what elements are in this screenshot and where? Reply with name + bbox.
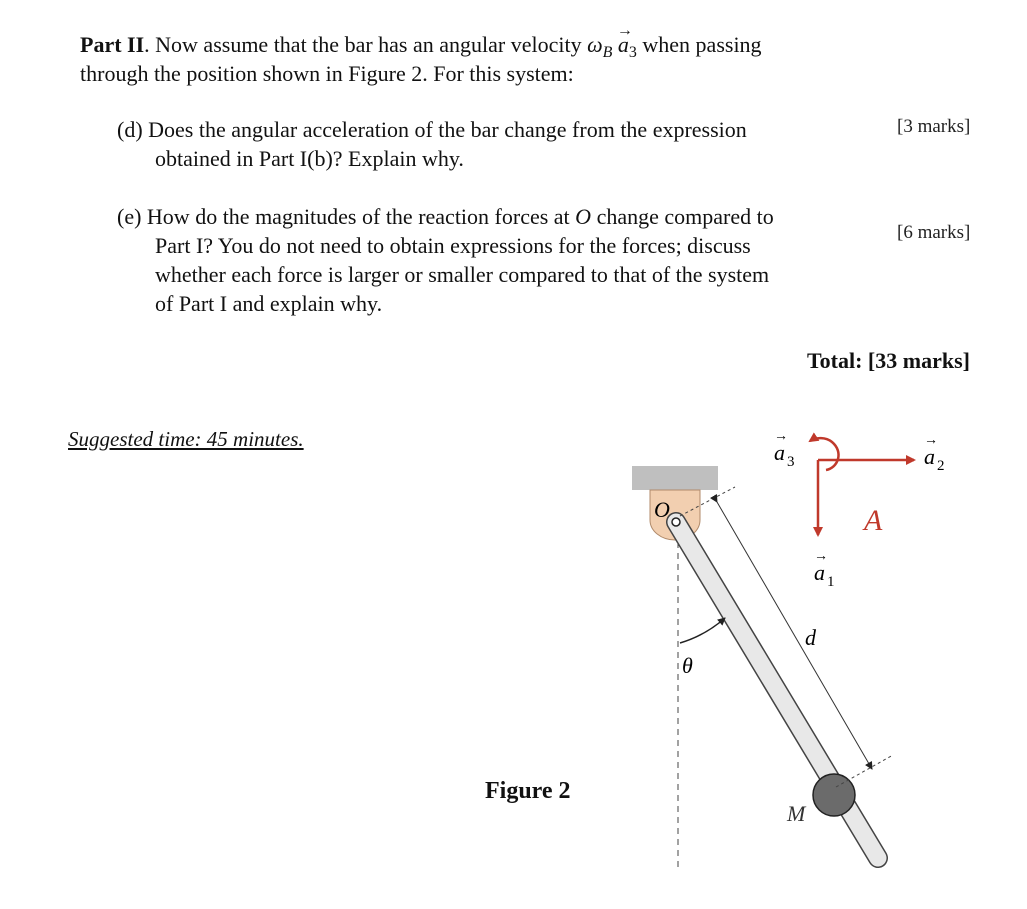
- part2-heading: Part II: [80, 32, 145, 57]
- label-frame-a: A: [864, 504, 883, 537]
- question-e-marks: [6 marks]: [897, 222, 971, 243]
- question-e-line4: of Part I and explain why.: [155, 291, 383, 316]
- part2-intro-text: . Now assume that the bar has an angular velocity: [144, 32, 588, 57]
- part2-intro-text-end: when passing: [636, 32, 762, 57]
- label-a1-arrow: →: [814, 549, 828, 564]
- omega-symbol: ω: [587, 32, 603, 57]
- label-a3-arrow: →: [774, 429, 788, 444]
- suggested-time: Suggested time: 45 minutes.: [68, 427, 304, 451]
- part2-intro-line2: through the position shown in Figure 2. For this system:: [80, 61, 574, 86]
- label-m: M: [787, 801, 806, 826]
- pivot-pin: [672, 518, 680, 526]
- label-a3-sub: 3: [787, 454, 795, 470]
- a3-vector-symbol: → a: [618, 30, 629, 59]
- label-a3-letter: a: [774, 440, 785, 465]
- total-value: [33 marks]: [867, 348, 970, 373]
- question-d-line1: (d) Does the angular acceleration of the bar change from the expression: [117, 117, 747, 142]
- label-a2-arrow: →: [924, 433, 938, 448]
- total-label: Total:: [807, 348, 868, 373]
- label-a1-sub: 1: [827, 574, 835, 590]
- label-a2-sub: 2: [937, 458, 945, 474]
- label-d: d: [805, 625, 816, 650]
- question-d-line2: obtained in Part I(b)? Explain why.: [155, 146, 464, 171]
- label-a2-letter: a: [924, 444, 935, 469]
- label-a1-letter: a: [814, 560, 825, 585]
- ceiling-support: [632, 466, 718, 490]
- omega-subscript: B: [602, 44, 613, 61]
- question-d-marks: [3 marks]: [897, 116, 971, 137]
- label-theta: θ: [682, 653, 693, 678]
- question-e-text-a: (e) How do the magnitudes of the reaction forces at: [117, 204, 576, 229]
- question-e-point-o: O: [575, 204, 592, 229]
- question-e-line3: whether each force is larger or smaller compared to that of the system: [155, 262, 770, 287]
- label-o: O: [654, 497, 670, 522]
- theta-arc: [680, 618, 725, 643]
- a3-rotation-arrow: [810, 438, 839, 470]
- figure-caption: Figure 2: [485, 778, 571, 804]
- a3-subscript: 3: [628, 44, 637, 61]
- question-e-text-b: change compared to: [591, 204, 774, 229]
- question-e-line2: Part I? You do not need to obtain expressions for the forces; discuss: [155, 233, 751, 258]
